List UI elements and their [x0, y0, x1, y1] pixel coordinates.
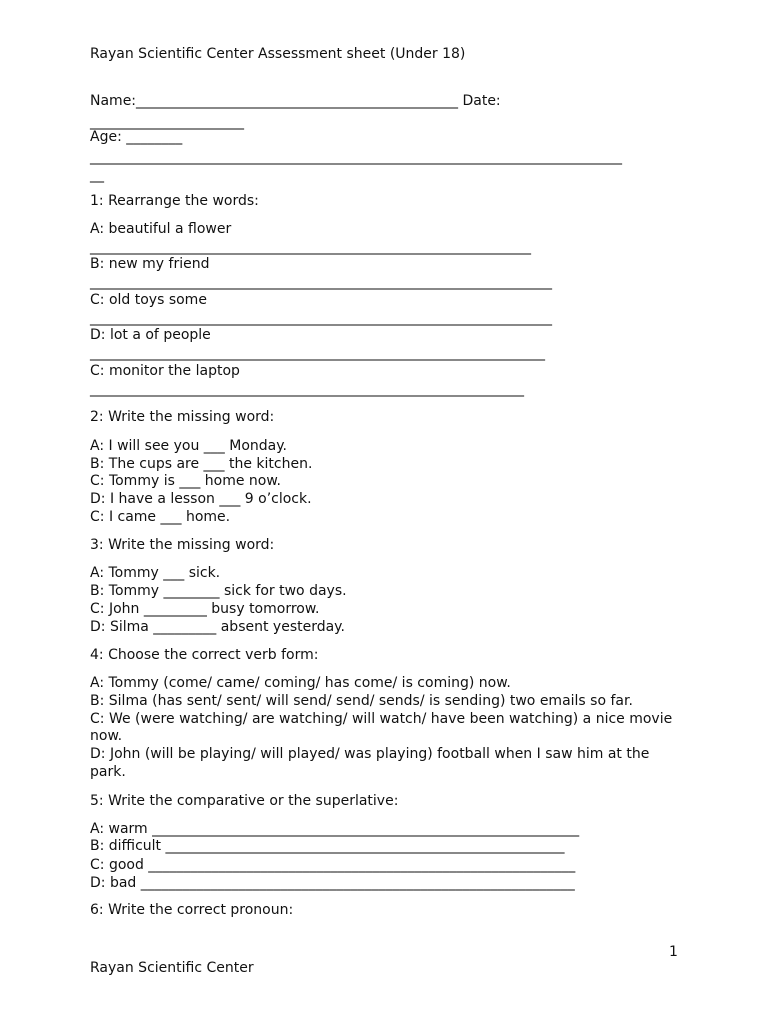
q4-line-b: B: Silma (has sent/ sent/ will send/ send/ sends/ is sending) two emails so far.	[90, 693, 633, 709]
q1-answer-line-a: _______________________________________________________________	[90, 239, 531, 255]
q6-title: 6: Write the correct pronoun:	[90, 902, 294, 918]
q3-item-b: B: Tommy ________ sick for two days.	[90, 583, 347, 599]
q4-line-c-cont: now.	[90, 728, 123, 744]
q4-title: 4: Choose the correct verb form:	[90, 647, 319, 663]
q3-item-a: A: Tommy ___ sick.	[90, 565, 221, 581]
q1-item-b: B: new my friend	[90, 256, 210, 272]
q2-title: 2: Write the missing word:	[90, 409, 275, 425]
separator-tail: __	[90, 167, 104, 183]
q2-item-e: C: I came ___ home.	[90, 509, 231, 525]
q1-item-e: C: monitor the laptop	[90, 363, 240, 379]
date-blank-line: ______________________	[90, 114, 244, 130]
name-date-line: Name:______________________________________________ Date:	[90, 93, 501, 109]
q5-item-a: A: warm _____________________________________________________________	[90, 821, 580, 837]
q2-item-d: D: I have a lesson ___ 9 o’clock.	[90, 491, 312, 507]
age-line: Age: ________	[90, 129, 183, 145]
q1-answer-line-e: ______________________________________________________________	[90, 381, 524, 397]
q1-answer-line-b: __________________________________________________________________	[90, 274, 552, 290]
q5-item-b: B: difficult _________________________________________________________	[90, 838, 565, 854]
q3-item-d: D: Silma _________ absent yesterday.	[90, 619, 345, 635]
q4-line-c: C: We (were watching/ are watching/ will watch/ have been watching) a nice movie	[90, 711, 673, 727]
q4-line-d: D: John (will be playing/ will played/ was playing) football when I saw him at the	[90, 746, 650, 762]
q4-line-a: A: Tommy (come/ came/ coming/ has come/ is coming) now.	[90, 675, 511, 691]
q1-item-d: D: lot a of people	[90, 327, 211, 343]
q5-item-d: D: bad ______________________________________________________________	[90, 875, 575, 891]
q1-item-c: C: old toys some	[90, 292, 207, 308]
q4-line-d-cont: park.	[90, 764, 126, 780]
page-number: 1	[669, 944, 678, 960]
footer-text: Rayan Scientific Center	[90, 960, 254, 976]
q1-answer-line-c: __________________________________________________________________	[90, 310, 552, 326]
q2-item-b: B: The cups are ___ the kitchen.	[90, 456, 313, 472]
q1-title: 1: Rearrange the words:	[90, 193, 259, 209]
q1-item-a: A: beautiful a flower	[90, 221, 232, 237]
q2-item-c: C: Tommy is ___ home now.	[90, 473, 281, 489]
document-title: Rayan Scientific Center Assessment sheet (Under 18)	[90, 46, 466, 62]
q3-item-c: C: John _________ busy tomorrow.	[90, 601, 320, 617]
q5-item-c: C: good _____________________________________________________________	[90, 857, 576, 873]
separator-line: ____________________________________________________________________________	[90, 149, 622, 165]
q1-answer-line-d: _________________________________________________________________	[90, 345, 545, 361]
q2-item-a: A: I will see you ___ Monday.	[90, 438, 287, 454]
q5-title: 5: Write the comparative or the superlative:	[90, 793, 399, 809]
q3-title: 3: Write the missing word:	[90, 537, 275, 553]
